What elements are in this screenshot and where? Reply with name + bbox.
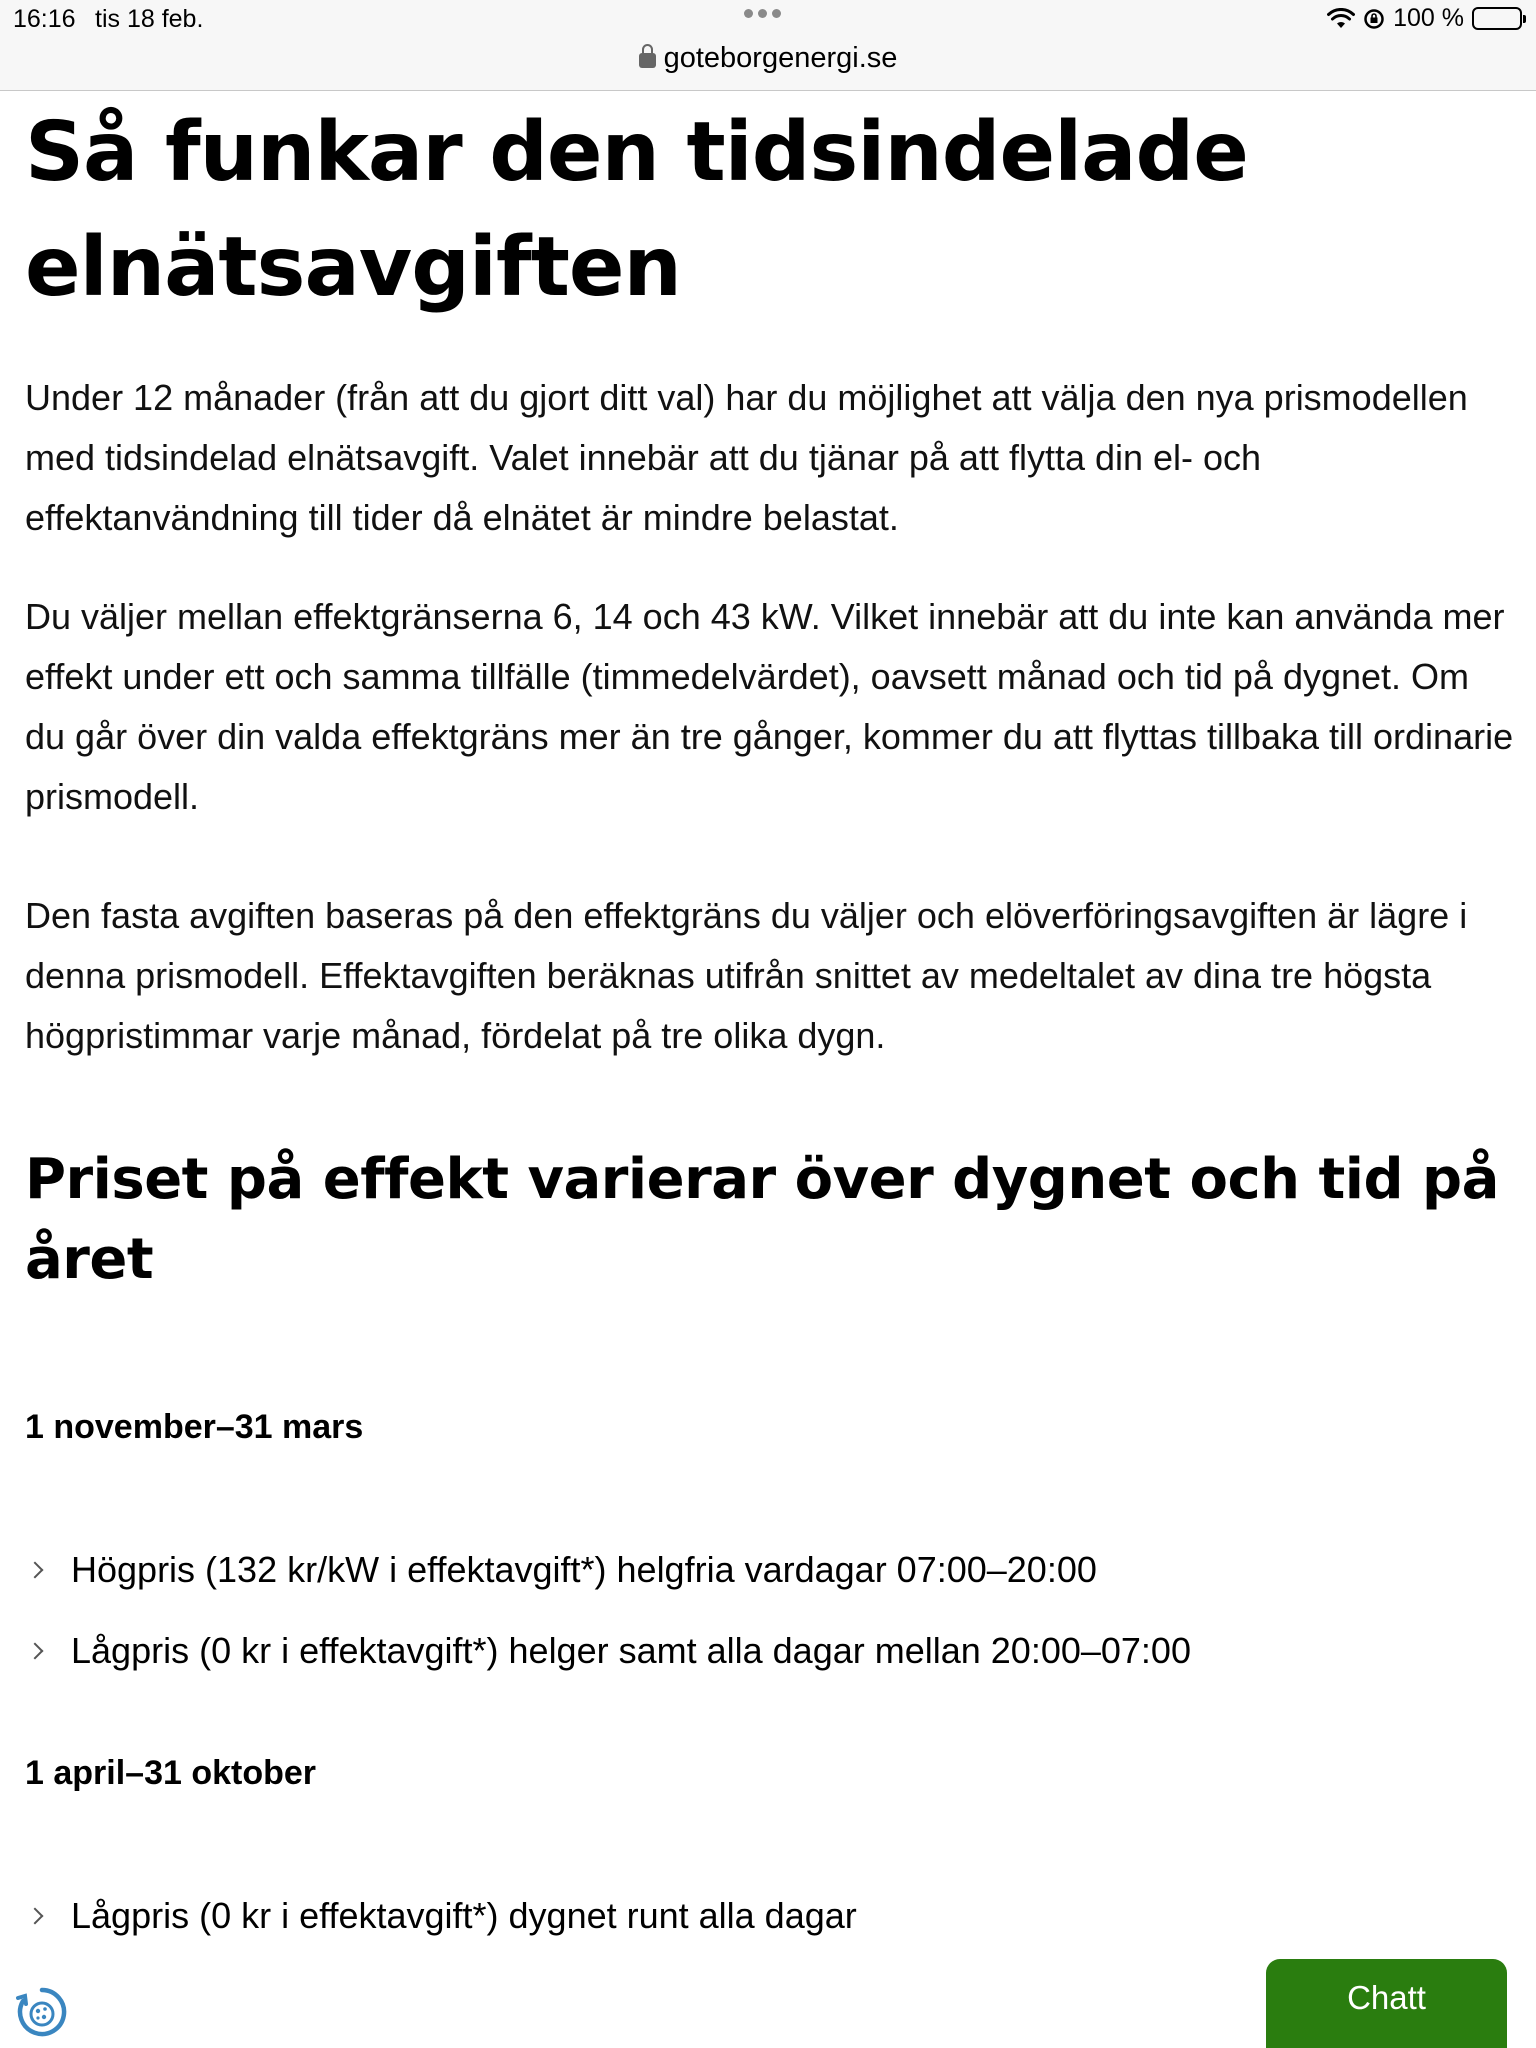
battery-icon xyxy=(1472,7,1522,30)
list-item: Lågpris (0 kr i effektavgift*) helger samt alla dagar mellan 20:00–07:00 xyxy=(25,1610,1515,1691)
chevron-right-icon xyxy=(27,1907,44,1924)
url-text: goteborgenergi.se xyxy=(663,42,898,74)
winter-period-label: 1 november–31 mars xyxy=(25,1408,364,1446)
status-indicators xyxy=(1327,4,1522,33)
page-title: Så funkar den tidsindelade elnätsavgiften xyxy=(25,105,1248,315)
browser-top-bar xyxy=(0,0,1536,91)
chevron-right-icon xyxy=(27,1642,44,1659)
paragraph-fees: Den fasta avgiften baseras på den effektgräns du väljer och elöverföringsavgiften är lägre i denna prismodell. Effektavgiften beräknas utifrån snittet av medeltalet av dina tre högsta högpristimmar varje månad, fördelat på tre olika dygn. xyxy=(25,895,1468,1056)
lock-icon xyxy=(639,53,656,68)
summer-period-label: 1 april–31 oktober xyxy=(25,1754,317,1792)
wifi-icon xyxy=(1327,8,1355,30)
chat-button[interactable]: Chatt xyxy=(1266,1959,1507,2048)
paragraph-power-limits: Du väljer mellan effektgränserna 6, 14 och 43 kW. Vilket innebär att du inte kan använda mer effekt under ett och samma tillfälle (timmedelvärdet), oavsett månad och tid på dygnet. Om du går över din valda effektgräns mer än tre gånger, kommer du att flyttas tillbaka till ordinarie prismodell. xyxy=(25,596,1514,817)
multitasking-dots-icon[interactable] xyxy=(744,9,781,18)
summer-price-list xyxy=(25,1875,1515,1956)
cookie-settings-icon[interactable] xyxy=(14,1984,70,2040)
url-bar[interactable] xyxy=(0,42,1536,75)
list-item: Högpris (132 kr/kW i effektavgift*) helgfria vardagar 07:00–20:00 xyxy=(25,1529,1515,1610)
winter-price-list xyxy=(25,1529,1515,1691)
article xyxy=(25,91,1515,1956)
chevron-right-icon xyxy=(27,1561,44,1578)
section-heading: Priset på effekt varierar över dygnet och tid på året xyxy=(25,1147,1499,1292)
battery-percentage: 100 % xyxy=(1393,4,1464,32)
orientation-lock-icon xyxy=(1363,8,1385,30)
paragraph-intro: Under 12 månader (från att du gjort ditt val) har du möjlighet att välja den nya prismodellen med tidsindelad elnätsavgift. Valet innebär att du tjänar på att flytta din el- och effektanvändning till tider då elnätet är mindre belastat. xyxy=(25,377,1468,538)
status-date: tis 18 feb. xyxy=(95,5,204,33)
list-item: Lågpris (0 kr i effektavgift*) dygnet runt alla dagar xyxy=(25,1875,1515,1956)
status-time: 16:16 xyxy=(13,5,76,33)
